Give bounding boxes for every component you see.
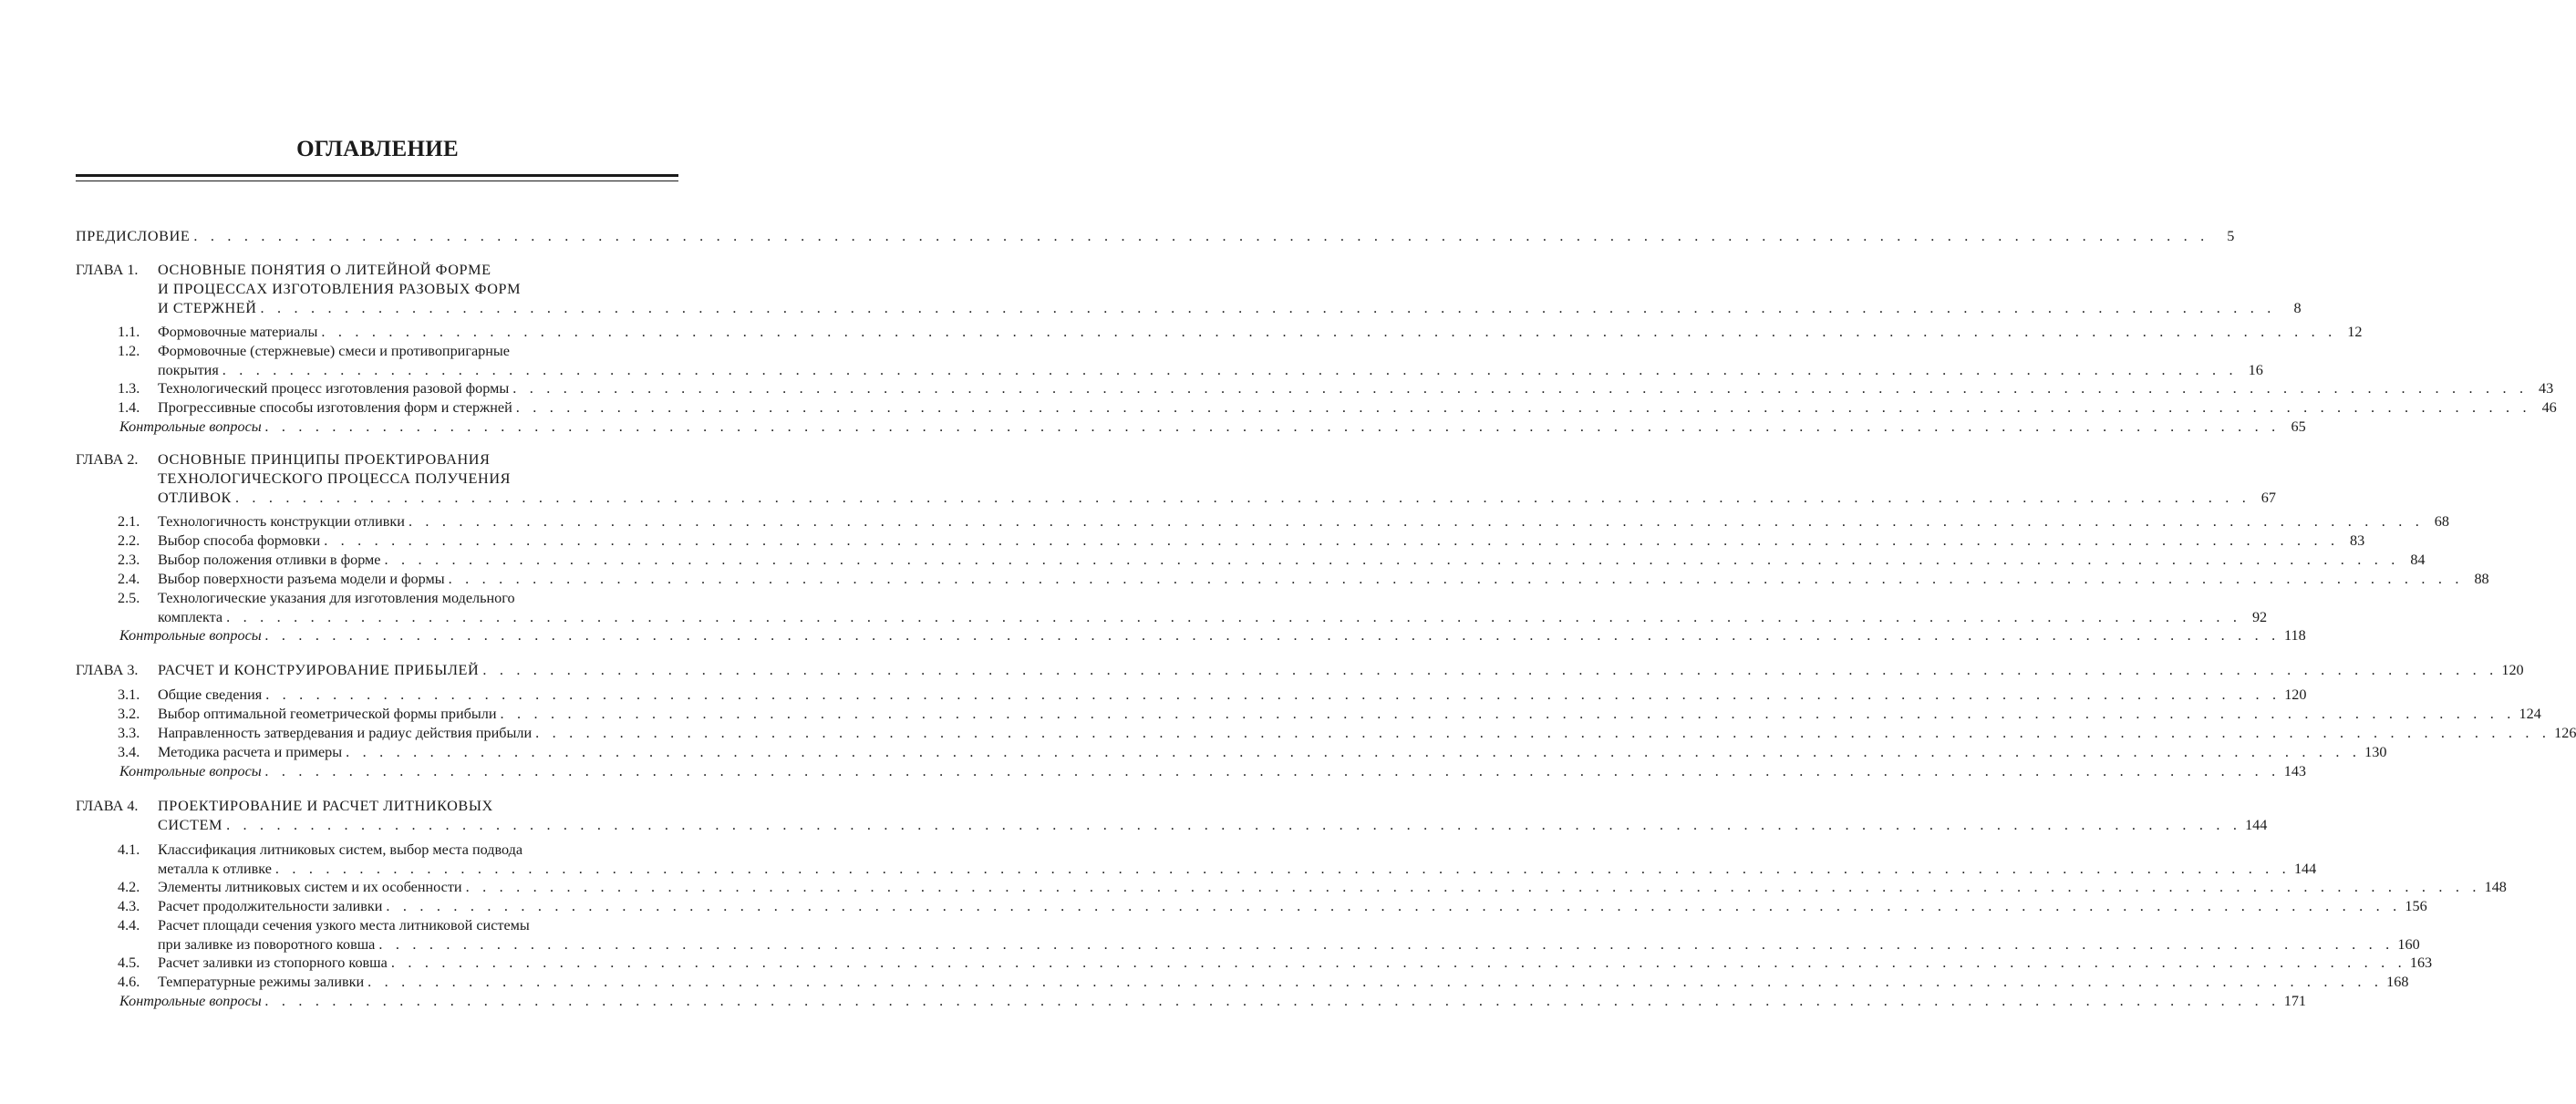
page-number: 144 xyxy=(2245,817,2268,833)
toc-entry-number: 4.5. xyxy=(118,954,140,971)
toc-entry-title: Технологический процесс изготовления разовой формы xyxy=(158,380,510,397)
toc-entry-number: 1.2. xyxy=(118,343,140,359)
toc-entry-number: 1.1. xyxy=(118,324,140,340)
toc-entry-number: 2.5. xyxy=(118,590,140,606)
toc-entry-title: Контрольные вопросы xyxy=(119,993,262,1009)
toc-entry-title: И СТЕРЖНЕЙ xyxy=(158,300,257,316)
toc-entry-title: Расчет заливки из стопорного ковша xyxy=(158,954,388,971)
toc-entry-title: Формовочные материалы xyxy=(158,324,318,340)
toc-entry-title: Классификация литниковых систем, выбор места подвода xyxy=(158,841,523,858)
toc-entry-number: 2.2. xyxy=(118,532,140,549)
page-number: 67 xyxy=(2260,490,2276,506)
leader-dots: . . . . . . . . . . . . . . . . . . . . . . . . . . . . . . . . . . . . . . . . . . . . . . . . . . . . . . . . . . . . . . . . . . . . . . . . . . . . . . . . . . . . . . . . . . . . . . . . . . . . . . . . . . . . . . . . . . . . . . . . xyxy=(274,861,2291,877)
page-number: 83 xyxy=(2350,532,2365,549)
toc-entry-number: 4.2. xyxy=(118,879,140,895)
page-number: 160 xyxy=(2397,936,2420,953)
toc-entry-title: Расчет площади сечения узкого места литниковой системы xyxy=(158,917,530,934)
toc-entry-title: Технологические указания для изготовления модельного xyxy=(158,590,515,606)
page-title: ОГЛАВЛЕНИЕ xyxy=(296,137,459,161)
toc-entry-title: Прогрессивные способы изготовления форм и стержней xyxy=(158,399,512,416)
leader-dots: . . . . . . . . . . . . . . . . . . . . . . . . . . . . . . . . . . . . . . . . . . . . . . . . . . . . . . . . . . . . . . . . . . . . . . . . . . . . . . . . . . . . . . . . . . . . . . . . . . . . . . . . . . . . . . . . . . . . . . . . xyxy=(226,609,2242,625)
leader-dots: . . . . . . . . . . . . . . . . . . . . . . . . . . . . . . . . . . . . . . . . . . . . . . . . . . . . . . . . . . . . . . . . . . . . . . . . . . . . . . . . . . . . . . . . . . . . . . . . . . . . . . . . . . . . . . . . . . . . . . . . xyxy=(346,744,2362,760)
toc-entry-title: покрытия xyxy=(158,362,219,378)
toc-entry-number: 3.1. xyxy=(118,686,140,703)
leader-dots: . . . . . . . . . . . . . . . . . . . . . . . . . . . . . . . . . . . . . . . . . . . . . . . . . . . . . . . . . . . . . . . . . . . . . . . . . . . . . . . . . . . . . . . . . . . . . . . . . . . . . . . . . . . . . . . . . . . . . . . . xyxy=(378,936,2395,953)
page-number: 88 xyxy=(2474,571,2489,587)
leader-dots: . . . . . . . . . . . . . . . . . . . . . . . . . . . . . . . . . . . . . . . . . . . . . . . . . . . . . . . . . . . . . . . . . . . . . . . . . . . . . . . . . . . . . . . . . . . . . . . . . . . . . . . . . . . . . . . . . . . . . . . . xyxy=(367,974,2384,990)
toc-entry-title: при заливке из поворотного ковша xyxy=(158,936,376,953)
leader-dots: . . . . . . . . . . . . . . . . . . . . . . . . . . . . . . . . . . . . . . . . . . . . . . . . . . . . . . . . . . . . . . . . . . . . . . . . . . . . . . . . . . . . . . . . . . . . . . . . . . . . . . . . . . . . . . . . . . . . . . . . xyxy=(324,532,2340,549)
toc-entry-number: 2.1. xyxy=(118,513,140,530)
toc-entry-title: Выбор поверхности разъема модели и формы xyxy=(158,571,445,587)
toc-entry-title: Общие сведения xyxy=(158,686,263,703)
page-number: 46 xyxy=(2541,399,2557,416)
page-number: 130 xyxy=(2364,744,2387,760)
toc-entry-number: 3.4. xyxy=(118,744,140,760)
toc-entry-title: Контрольные вопросы xyxy=(119,418,262,435)
toc-entry-title: Методика расчета и примеры xyxy=(158,744,343,760)
toc-entry-title: ОСНОВНЫЕ ПОНЯТИЯ О ЛИТЕЙНОЙ ФОРМЕ xyxy=(158,262,491,278)
toc-entry-title: ОТЛИВОК xyxy=(158,490,232,506)
leader-dots: . . . . . . . . . . . . . . . . . . . . . . . . . . . . . . . . . . . . . . . . . . . . . . . . . . . . . . . . . . . . . . . . . . . . . . . . . . . . . . . . . . . . . . . . . . . . . . . . . . . . . . . . . . . . . . . . . . . . . . . . xyxy=(222,362,2238,378)
page-number: 84 xyxy=(2410,552,2426,568)
leader-dots: . . . . . . . . . . . . . . . . . . . . . . . . . . . . . . . . . . . . . . . . . . . . . . . . . . . . . . . . . . . . . . . . . . . . . . . . . . . . . . . . . . . . . . . . . . . . . . . . . . . . . . . . . . . . . . . . . . . . . . . . xyxy=(226,817,2242,833)
page-number: 92 xyxy=(2251,609,2268,625)
toc-entry-title: Направленность затвердевания и радиус действия прибыли xyxy=(158,725,533,741)
page-number: 163 xyxy=(2409,954,2433,971)
page-number: 171 xyxy=(2283,993,2307,1009)
toc-entry-number: ГЛАВА 4. xyxy=(76,798,139,814)
page-number: 144 xyxy=(2293,861,2317,877)
page-number: 118 xyxy=(2284,627,2306,644)
toc-entry-title: ПРЕДИСЛОВИЕ xyxy=(76,228,191,244)
toc-entry-title: РАСЧЕТ И КОНСТРУИРОВАНИЕ ПРИБЫЛЕЙ xyxy=(158,662,480,678)
page-number: 12 xyxy=(2347,324,2363,340)
leader-dots: . . . . . . . . . . . . . . . . . . . . . . . . . . . . . . . . . . . . . . . . . . . . . . . . . . . . . . . . . . . . . . . . . . . . . . . . . . . . . . . . . . . . . . . . . . . . . . . . . . . . . . . . . . . . . . . . . . . . . . . . xyxy=(482,662,2498,678)
toc-entry-title: ОСНОВНЫЕ ПРИНЦИПЫ ПРОЕКТИРОВАНИЯ xyxy=(158,451,491,468)
page-number: 126 xyxy=(2554,725,2576,741)
leader-dots: . . . . . . . . . . . . . . . . . . . . . . . . . . . . . . . . . . . . . . . . . . . . . . . . . . . . . . . . . . . . . . . . . . . . . . . . . . . . . . . . . . . . . . . . . . . . . . . . . . . . . . . . . . . . . . . . . . . . . . . . xyxy=(321,324,2337,340)
page-number: 5 xyxy=(2227,228,2235,244)
leader-dots: . . . . . . . . . . . . . . . . . . . . . . . . . . . . . . . . . . . . . . . . . . . . . . . . . . . . . . . . . . . . . . . . . . . . . . . . . . . . . . . . . . . . . . . . . . . . . . . . . . . . . . . . . . . . . . . . . . . . . . . . xyxy=(390,954,2406,971)
toc-entry-title: ТЕХНОЛОГИЧЕСКОГО ПРОЦЕССА ПОЛУЧЕНИЯ xyxy=(158,470,512,487)
page-number: 148 xyxy=(2484,879,2507,895)
leader-dots: . . . . . . . . . . . . . . . . . . . . . . . . . . . . . . . . . . . . . . . . . . . . . . . . . . . . . . . . . . . . . . . . . . . . . . . . . . . . . . . . . . . . . . . . . . . . . . . . . . . . . . . . . . . . . . . . . . . . . . . . xyxy=(193,228,2209,244)
toc-entry-number: 4.3. xyxy=(118,898,140,914)
leader-dots: . . . . . . . . . . . . . . . . . . . . . . . . . . . . . . . . . . . . . . . . . . . . . . . . . . . . . . . . . . . . . . . . . . . . . . . . . . . . . . . . . . . . . . . . . . . . . . . . . . . . . . . . . . . . . . . . . . . . . . . . xyxy=(512,380,2529,397)
toc-entry-title: комплекта xyxy=(158,609,223,625)
page-number: 43 xyxy=(2539,380,2554,397)
page-number: 143 xyxy=(2283,763,2307,779)
leader-dots: . . . . . . . . . . . . . . . . . . . . . . . . . . . . . . . . . . . . . . . . . . . . . . . . . . . . . . . . . . . . . . . . . . . . . . . . . . . . . . . . . . . . . . . . . . . . . . . . . . . . . . . . . . . . . . . . . . . . . . . . xyxy=(260,300,2276,316)
toc-entry-title: Расчет продолжительности заливки xyxy=(158,898,383,914)
page-number: 156 xyxy=(2405,898,2427,914)
leader-dots: . . . . . . . . . . . . . . . . . . . . . . . . . . . . . . . . . . . . . . . . . . . . . . . . . . . . . . . . . . . . . . . . . . . . . . . . . . . . . . . . . . . . . . . . . . . . . . . . . . . . . . . . . . . . . . . . . . . . . . . . xyxy=(408,513,2424,530)
title-rule-thick xyxy=(76,174,678,177)
toc-entry-number: 4.1. xyxy=(118,841,140,858)
toc-entry-title: Контрольные вопросы xyxy=(119,627,262,644)
leader-dots: . . . . . . . . . . . . . . . . . . . . . . . . . . . . . . . . . . . . . . . . . . . . . . . . . . . . . . . . . . . . . . . . . . . . . . . . . . . . . . . . . . . . . . . . . . . . . . . . . . . . . . . . . . . . . . . . . . . . . . . . xyxy=(265,686,2281,703)
leader-dots: . . . . . . . . . . . . . . . . . . . . . . . . . . . . . . . . . . . . . . . . . . . . . . . . . . . . . . . . . . . . . . . . . . . . . . . . . . . . . . . . . . . . . . . . . . . . . . . . . . . . . . . . . . . . . . . . . . . . . . . . xyxy=(264,763,2281,779)
toc-entry-title: Контрольные вопросы xyxy=(119,763,262,779)
leader-dots: . . . . . . . . . . . . . . . . . . . . . . . . . . . . . . . . . . . . . . . . . . . . . . . . . . . . . . . . . . . . . . . . . . . . . . . . . . . . . . . . . . . . . . . . . . . . . . . . . . . . . . . . . . . . . . . . . . . . . . . . xyxy=(264,993,2281,1009)
toc-entry-title: Технологичность конструкции отливки xyxy=(158,513,405,530)
page-number: 120 xyxy=(2284,686,2307,703)
toc-entry-title: ПРОЕКТИРОВАНИЕ И РАСЧЕТ ЛИТНИКОВЫХ xyxy=(158,798,493,814)
page-number: 16 xyxy=(2248,362,2263,378)
toc-entry-number: ГЛАВА 1. xyxy=(76,262,139,278)
leader-dots: . . . . . . . . . . . . . . . . . . . . . . . . . . . . . . . . . . . . . . . . . . . . . . . . . . . . . . . . . . . . . . . . . . . . . . . . . . . . . . . . . . . . . . . . . . . . . . . . . . . . . . . . . . . . . . . . . . . . . . . . xyxy=(515,399,2531,416)
toc-entry-title: Температурные режимы заливки xyxy=(158,974,365,990)
leader-dots: . . . . . . . . . . . . . . . . . . . . . . . . . . . . . . . . . . . . . . . . . . . . . . . . . . . . . . . . . . . . . . . . . . . . . . . . . . . . . . . . . . . . . . . . . . . . . . . . . . . . . . . . . . . . . . . . . . . . . . . . xyxy=(234,490,2250,506)
leader-dots: . . . . . . . . . . . . . . . . . . . . . . . . . . . . . . . . . . . . . . . . . . . . . . . . . . . . . . . . . . . . . . . . . . . . . . . . . . . . . . . . . . . . . . . . . . . . . . . . . . . . . . . . . . . . . . . . . . . . . . . . xyxy=(264,627,2281,644)
page-number: 68 xyxy=(2434,513,2449,530)
toc-entry-number: 1.4. xyxy=(118,399,140,416)
leader-dots: . . . . . . . . . . . . . . . . . . . . . . . . . . . . . . . . . . . . . . . . . . . . . . . . . . . . . . . . . . . . . . . . . . . . . . . . . . . . . . . . . . . . . . . . . . . . . . . . . . . . . . . . . . . . . . . . . . . . . . . . xyxy=(465,879,2481,895)
page-number: 168 xyxy=(2386,974,2409,990)
leader-dots: . . . . . . . . . . . . . . . . . . . . . . . . . . . . . . . . . . . . . . . . . . . . . . . . . . . . . . . . . . . . . . . . . . . . . . . . . . . . . . . . . . . . . . . . . . . . . . . . . . . . . . . . . . . . . . . . . . . . . . . . xyxy=(535,725,2551,741)
page-number: 8 xyxy=(2293,300,2302,316)
leader-dots: . . . . . . . . . . . . . . . . . . . . . . . . . . . . . . . . . . . . . . . . . . . . . . . . . . . . . . . . . . . . . . . . . . . . . . . . . . . . . . . . . . . . . . . . . . . . . . . . . . . . . . . . . . . . . . . . . . . . . . . . xyxy=(264,418,2281,435)
toc-entry-title: Элементы литниковых систем и их особенности xyxy=(158,879,462,895)
toc-entry-number: 2.4. xyxy=(118,571,140,587)
toc-entry-number: 2.3. xyxy=(118,552,140,568)
toc-entry-number: ГЛАВА 2. xyxy=(76,451,139,468)
toc-entry-title: Формовочные (стержневые) смеси и противопригарные xyxy=(158,343,510,359)
toc-entry-title: И ПРОЦЕССАХ ИЗГОТОВЛЕНИЯ РАЗОВЫХ ФОРМ xyxy=(158,281,522,297)
toc-entry-number: 4.4. xyxy=(118,917,140,934)
leader-dots: . . . . . . . . . . . . . . . . . . . . . . . . . . . . . . . . . . . . . . . . . . . . . . . . . . . . . . . . . . . . . . . . . . . . . . . . . . . . . . . . . . . . . . . . . . . . . . . . . . . . . . . . . . . . . . . . . . . . . . . . xyxy=(448,571,2464,587)
leader-dots: . . . . . . . . . . . . . . . . . . . . . . . . . . . . . . . . . . . . . . . . . . . . . . . . . . . . . . . . . . . . . . . . . . . . . . . . . . . . . . . . . . . . . . . . . . . . . . . . . . . . . . . . . . . . . . . . . . . . . . . . xyxy=(386,898,2402,914)
toc-entry-number: 4.6. xyxy=(118,974,140,990)
leader-dots: . . . . . . . . . . . . . . . . . . . . . . . . . . . . . . . . . . . . . . . . . . . . . . . . . . . . . . . . . . . . . . . . . . . . . . . . . . . . . . . . . . . . . . . . . . . . . . . . . . . . . . . . . . . . . . . . . . . . . . . . xyxy=(384,552,2400,568)
page-number: 65 xyxy=(2291,418,2306,435)
toc-entry-number: 3.3. xyxy=(118,725,140,741)
toc-entry-number: 1.3. xyxy=(118,380,140,397)
page-number: 124 xyxy=(2519,706,2541,722)
toc-entry-number: 3.2. xyxy=(118,706,140,722)
page-number: 120 xyxy=(2501,662,2524,678)
toc-entry-number: ГЛАВА 3. xyxy=(76,662,139,678)
toc-entry-title: Выбор положения отливки в форме xyxy=(158,552,381,568)
toc-entry-title: металла к отливке xyxy=(158,861,272,877)
toc-entry-title: Выбор способа формовки xyxy=(158,532,321,549)
leader-dots: . . . . . . . . . . . . . . . . . . . . . . . . . . . . . . . . . . . . . . . . . . . . . . . . . . . . . . . . . . . . . . . . . . . . . . . . . . . . . . . . . . . . . . . . . . . . . . . . . . . . . . . . . . . . . . . . . . . . . . . . xyxy=(500,706,2516,722)
toc-entry-title: СИСТЕМ xyxy=(158,817,223,833)
toc-entry-title: Выбор оптимальной геометрической формы прибыли xyxy=(158,706,497,722)
